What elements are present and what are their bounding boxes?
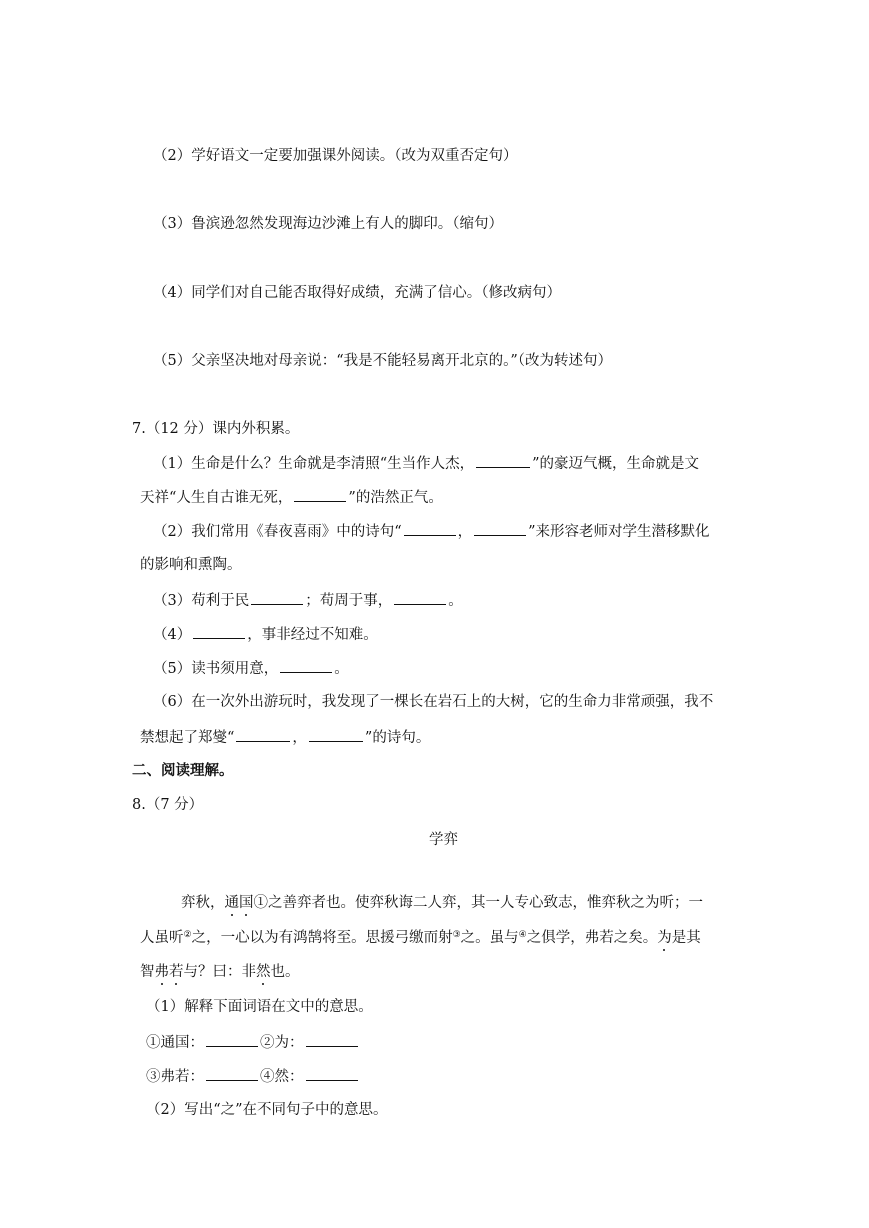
answer-blank[interactable] [306, 1032, 358, 1047]
passage-text: 智 [140, 964, 155, 980]
passage-dotted-char: 通 [224, 895, 239, 911]
passage-dotted-char: 若 [169, 964, 184, 980]
q6-item-4: （4）同学们对自己能否取得好成绩，充满了信心。（修改病句） [153, 285, 561, 301]
q7-item-5-text-a: （5）读书须用意， [153, 661, 279, 677]
passage-text: 与？曰：非 [183, 964, 256, 980]
q8-sub-2: （2）写出“之”在不同句子中的意思。 [146, 1102, 388, 1118]
term-label: ①通国： [146, 1035, 204, 1051]
answer-blank[interactable] [280, 658, 332, 673]
q7-item-3-text-b: ；苟周于事， [305, 593, 393, 609]
answer-blank[interactable] [236, 727, 290, 742]
q7-item-2-comma: ， [457, 524, 473, 540]
answer-blank[interactable] [474, 521, 526, 536]
passage-text: 是其 [671, 930, 701, 946]
q6-item-2: （2）学好语文一定要加强课外阅读。（改为双重否定句） [153, 148, 518, 164]
q7-item-1-line-2 [140, 487, 443, 508]
q7-item-3-text-c: 。 [448, 593, 463, 609]
q7-item-1-text-a: （1）生命是什么？生命就是李清照“生当作人杰， [153, 456, 475, 472]
q7-item-4-text-b: ，事非经过不知难。 [247, 627, 378, 643]
q7-item-5-text-b: 。 [334, 661, 349, 677]
answer-blank[interactable] [206, 1032, 258, 1047]
q7-item-1-text-d: ”的浩然正气。 [348, 490, 443, 506]
passage-line-3 [140, 962, 300, 982]
passage-title: 学弈 [429, 832, 458, 848]
answer-blank[interactable] [476, 453, 530, 468]
passage-text: 弈秋， [181, 895, 225, 911]
q6-item-5: （5）父亲坚决地对母亲说：“我是不能轻易离开北京的。”（改为转述句） [153, 353, 613, 369]
answer-blank[interactable] [404, 521, 456, 536]
passage-text: ①之善弈者也。使弈秋诲二人弈，其一人专心致志，惟弈秋之为听；一 [253, 895, 703, 911]
passage-text: 之。虽与 [460, 930, 519, 946]
q8-sub-1-row-2 [146, 1066, 360, 1087]
passage-dotted-char: 弗 [154, 964, 169, 980]
q7-header: 7.（12 分）课内外积累。 [132, 421, 300, 437]
q8-sub-1-row-1 [146, 1032, 360, 1053]
passage-dotted-char: 然 [256, 964, 271, 980]
q6-item-3: （3）鲁滨逊忽然发现海边沙滩上有人的脚印。（缩句） [153, 216, 503, 232]
q7-item-2-text-a: （2）我们常用《春夜喜雨》中的诗句“ [153, 524, 402, 540]
answer-blank[interactable] [294, 487, 346, 502]
q7-item-3 [153, 590, 463, 611]
q7-item-6-line-1: （6）在一次外出游玩时，我发现了一棵长在岩石上的大树，它的生命力非常顽强，我不 [153, 694, 714, 710]
section-title: 二、阅读理解。 [132, 762, 234, 779]
answer-blank[interactable] [394, 590, 446, 605]
passage-line-2 [140, 928, 701, 948]
term-label: ③弗若： [146, 1069, 204, 1085]
answer-blank[interactable] [309, 727, 363, 742]
passage-dotted-char: 为 [657, 930, 672, 946]
term-label: ②为： [260, 1035, 304, 1051]
passage-text: 之俱学，弗若之矣。 [526, 930, 658, 946]
q7-item-1-line-1 [153, 453, 699, 474]
q7-item-2-text-c: ”来形容老师对学生潜移默化 [528, 524, 710, 540]
q7-item-6-text-d: ”的诗句。 [364, 730, 431, 746]
passage-text: 人虽听 [140, 930, 184, 946]
q7-item-2-line-1 [153, 521, 710, 542]
footnote-marker: ④ [518, 930, 527, 940]
q7-item-5 [153, 658, 349, 679]
passage-text: 也。 [270, 964, 300, 980]
footnote-marker: ② [183, 930, 192, 940]
q7-item-4 [153, 624, 378, 645]
q7-item-2-line-2: 的影响和熏陶。 [140, 557, 242, 573]
answer-blank[interactable] [251, 590, 303, 605]
passage-line-1 [181, 893, 703, 913]
q7-item-1-text-c: 天祥“人生自古谁无死， [140, 490, 293, 506]
q8-header: 8.（7 分） [132, 797, 204, 813]
passage-text: 之，一心以为有鸿鹄将至。思援弓缴而射 [191, 930, 453, 946]
q7-item-6-comma: ， [292, 730, 307, 746]
q7-item-3-text-a: （3）苟利于民 [153, 593, 250, 609]
q8-sub-1: （1）解释下面词语在文中的意思。 [146, 999, 373, 1015]
footnote-marker: ③ [452, 930, 461, 940]
q7-item-6-text-b: 禁想起了郑燮“ [140, 730, 235, 746]
answer-blank[interactable] [206, 1066, 258, 1081]
answer-blank[interactable] [193, 624, 245, 639]
q7-item-4-text-a: （4） [153, 627, 192, 643]
q7-item-6-line-2 [140, 727, 430, 748]
q7-item-1-text-b: ”的豪迈气概，生命就是文 [532, 456, 700, 472]
answer-blank[interactable] [306, 1066, 358, 1081]
passage-dotted-char: 国 [239, 895, 254, 911]
term-label: ④然： [260, 1069, 304, 1085]
